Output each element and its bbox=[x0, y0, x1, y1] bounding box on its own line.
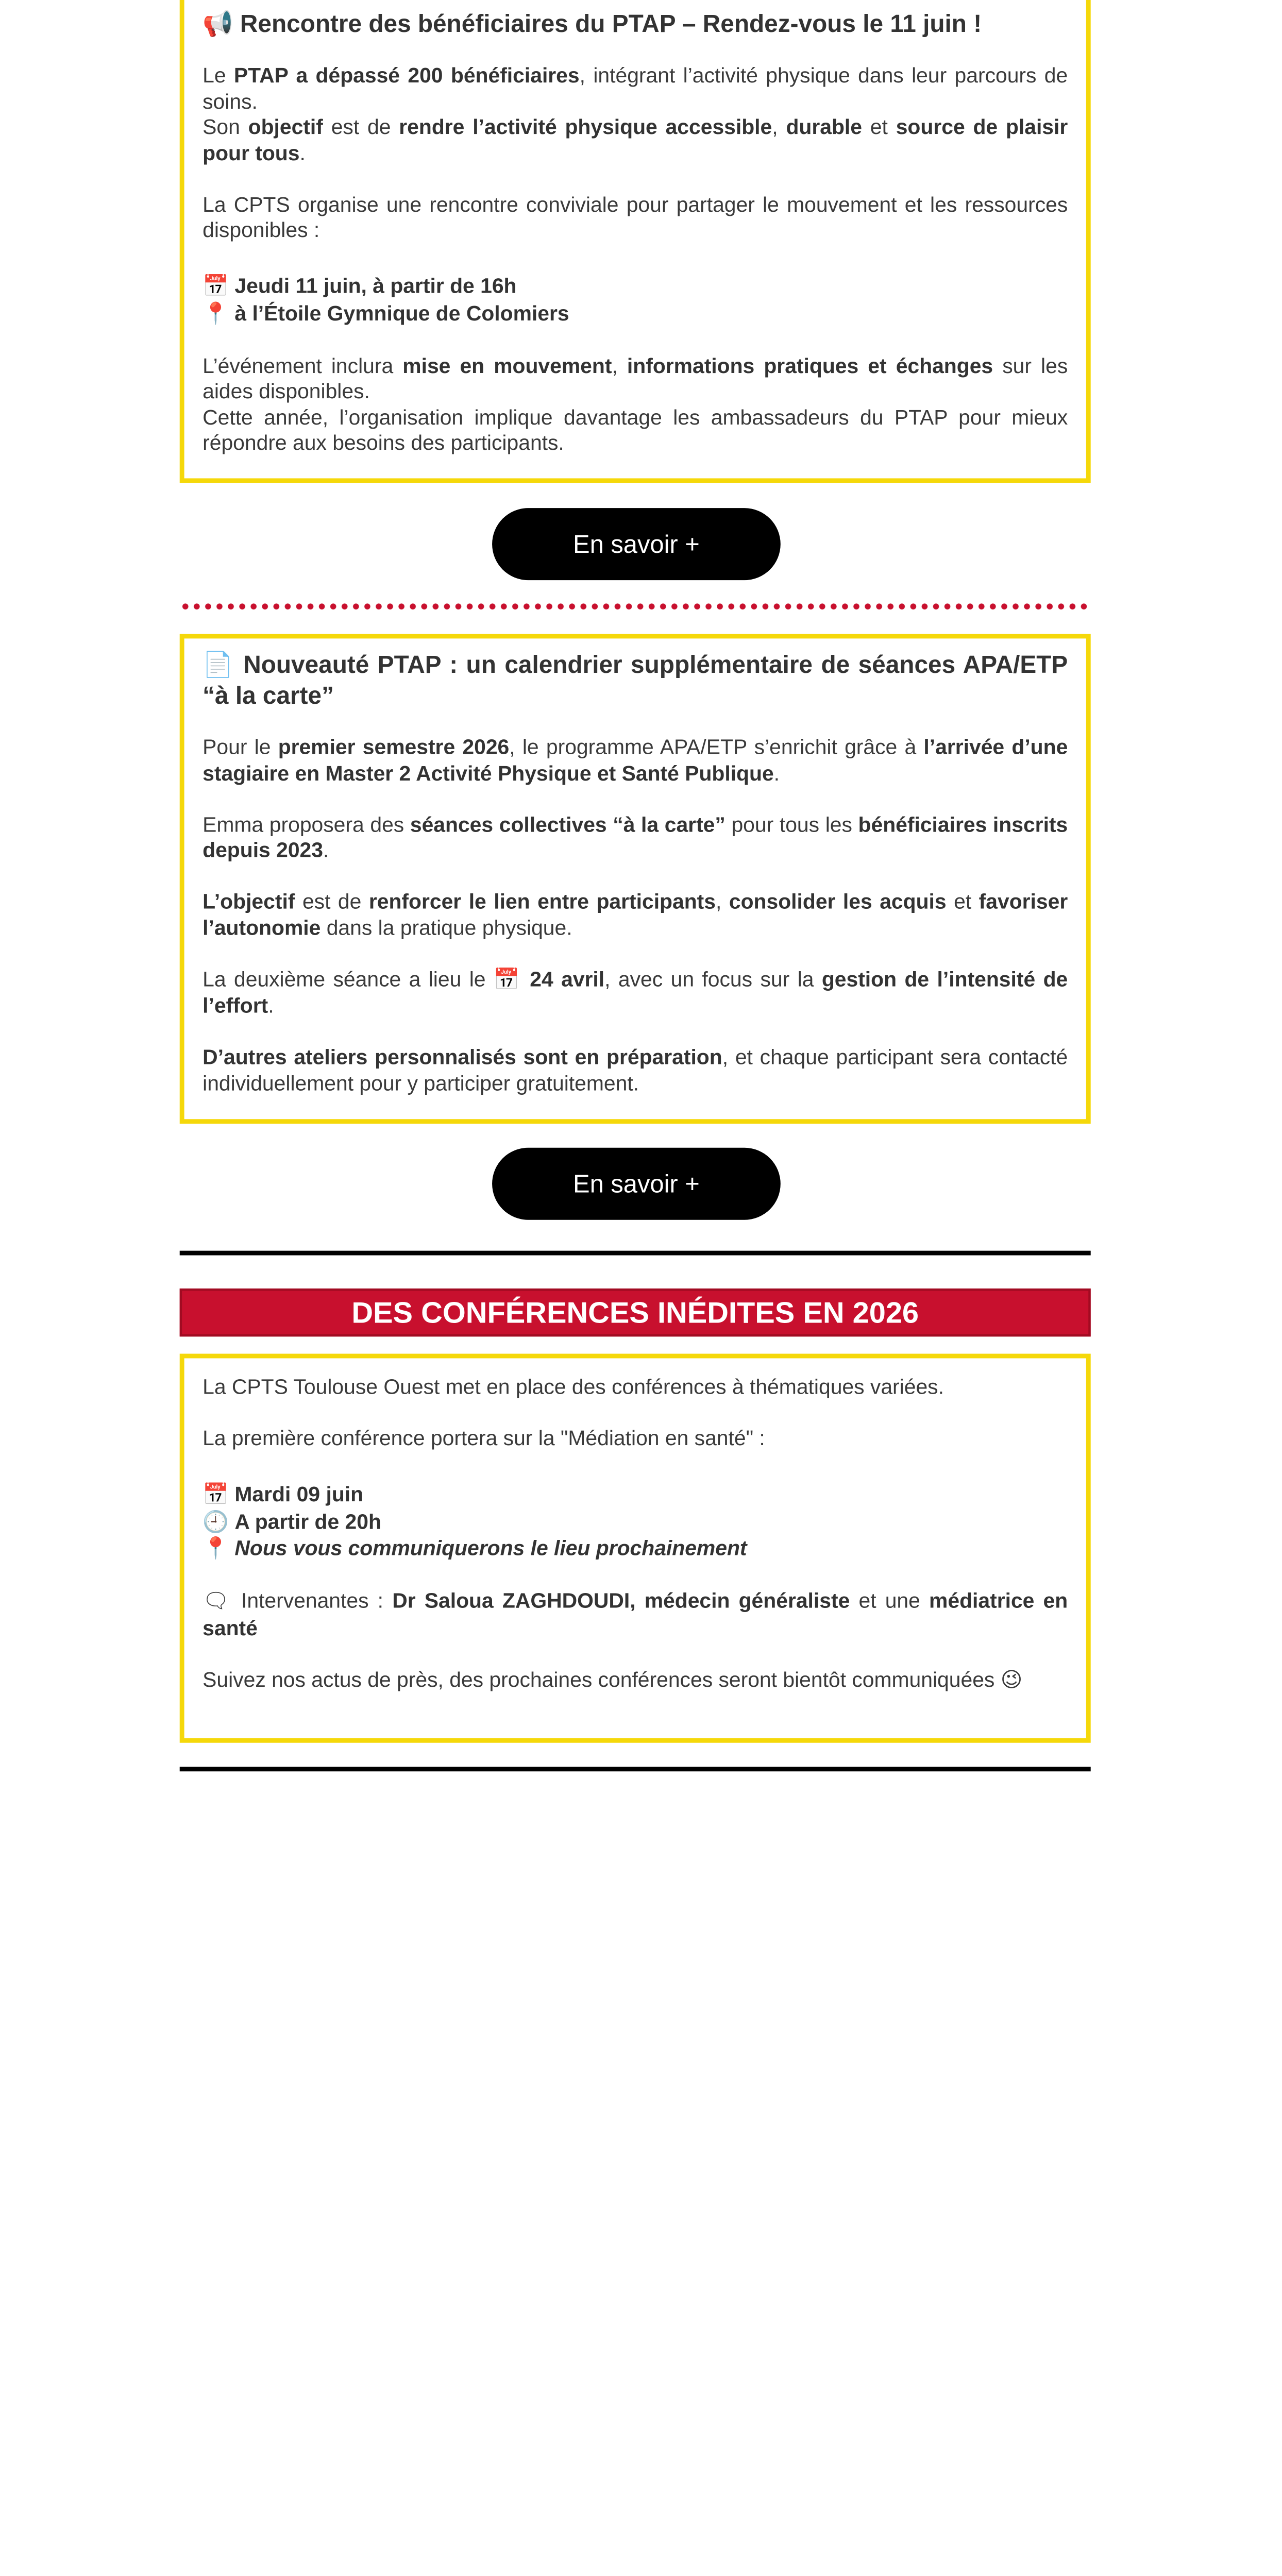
conference-speakers: 🗨 Intervenantes : Dr Saloua ZAGHDOUDI, médecin généraliste et une médiatrice en santé bbox=[203, 1588, 1068, 1639]
conference-time: 🕘 A partir de 20h bbox=[203, 1509, 381, 1534]
ptap-calendar-second-session: La deuxième séance a lieu le 📅 24 avril, avec un focus sur la gestion de l’intensité de l’effort. bbox=[203, 966, 1068, 1018]
ptap-event-date: 📅 Jeudi 11 juin, à partir de 16h bbox=[203, 273, 517, 299]
ptap-meeting-paragraph: Le PTAP a dépassé 200 bénéficiaires, intégrant l’activité physique dans leur parcours de soins. bbox=[203, 63, 1068, 113]
dotted-divider bbox=[180, 603, 1091, 610]
conference-date: 📅 Mardi 09 juin bbox=[203, 1482, 364, 1507]
winking-face-icon: 😉 bbox=[1000, 1668, 1023, 1692]
calendar-icon: 📅 bbox=[203, 1483, 229, 1507]
conferences-card bbox=[180, 1354, 1091, 1743]
section-divider bbox=[180, 1251, 1091, 1256]
section-divider-bottom bbox=[180, 1767, 1091, 1771]
ptap-event-ambassadors: Cette année, l’organisation implique davantage les ambassadeurs du PTAP pour mieux répondre aux besoins des participants. bbox=[203, 404, 1068, 454]
learn-more-button-ptap-meeting[interactable]: En savoir + bbox=[492, 508, 781, 580]
ptap-calendar-sessions: Emma proposera des séances collectives “à la carte” pour tous les bénéficiaires inscrits depuis 2023. bbox=[203, 811, 1068, 862]
conference-place: 📍 Nous vous communiquerons le lieu prochainement bbox=[203, 1535, 747, 1561]
ptap-cpts-paragraph: La CPTS organise une rencontre conviviale pour partager le mouvement et les ressources disponibles : bbox=[203, 192, 1068, 242]
pin-icon: 📍 bbox=[203, 1536, 229, 1561]
conferences-first-topic: La première conférence portera sur la "Médiation en santé" : bbox=[203, 1426, 765, 1450]
conferences-intro: La CPTS Toulouse Ouest met en place des conférences à thématiques variées. bbox=[203, 1374, 944, 1399]
ptap-calendar-objective: L’objectif est de renforcer le lien entre participants, consolider les acquis et favoriser l’autonomie dans la pratique physique. bbox=[203, 889, 1068, 939]
ptap-calendar-intro: Pour le premier semestre 2026, le programme APA/ETP s’enrichit grâce à l’arrivée d’une stagiaire en Master 2 Activité Physique et Santé Publique. bbox=[203, 734, 1068, 785]
megaphone-icon: 📢 bbox=[203, 10, 233, 39]
ptap-meeting-card bbox=[180, 0, 1091, 483]
pin-icon: 📍 bbox=[203, 301, 229, 326]
document-icon: 📄 bbox=[203, 651, 235, 680]
ptap-objective-paragraph: Son objectif est de rendre l’activité physique accessible, durable et source de plaisir pour tous. bbox=[203, 114, 1068, 164]
clock-icon: 🕘 bbox=[203, 1510, 229, 1534]
ptap-event-place: 📍 à l’Étoile Gymnique de Colomiers bbox=[203, 300, 569, 326]
calendar-icon: 📅 bbox=[203, 275, 229, 299]
ptap-event-content: L’événement inclura mise en mouvement, informations pratiques et échanges sur les aides disponibles. bbox=[203, 353, 1068, 403]
ptap-calendar-workshops: D’autres ateliers personnalisés sont en préparation, et chaque participant sera contacté individuellement pour y participer gratuitement. bbox=[203, 1044, 1068, 1095]
conferences-banner: DES CONFÉRENCES INÉDITES EN 2026 bbox=[180, 1289, 1091, 1336]
calendar-icon: 📅 bbox=[493, 967, 522, 992]
ptap-calendar-title: 📄 Nouveauté PTAP : un calendrier supplémentaire de séances APA/ETP “à la carte” bbox=[203, 651, 1068, 710]
conferences-follow-up: Suivez nos actus de près, des prochaines conférences seront bientôt communiquées 😉 bbox=[203, 1667, 1023, 1692]
ptap-meeting-title: 📢 Rencontre des bénéficiaires du PTAP – Rendez-vous le 11 juin ! bbox=[203, 10, 982, 39]
learn-more-button-ptap-calendar[interactable]: En savoir + bbox=[492, 1148, 781, 1220]
speech-bubble-icon: 🗨 bbox=[203, 1589, 232, 1614]
ptap-calendar-card bbox=[180, 634, 1091, 1124]
